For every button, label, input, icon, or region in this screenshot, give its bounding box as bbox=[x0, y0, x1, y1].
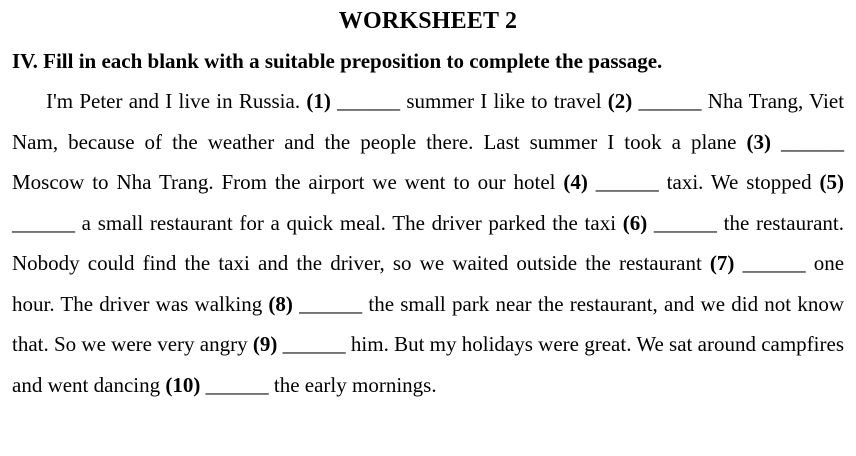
blank-number: (4) bbox=[563, 170, 588, 194]
blank-number: (8) bbox=[268, 291, 293, 316]
passage-segment: Moscow to Nha Trang. From the airport we went to our hotel bbox=[12, 170, 564, 194]
answer-blank[interactable]: ______ bbox=[742, 251, 806, 275]
answer-blank[interactable]: ______ bbox=[282, 332, 346, 356]
blank-number: (7) bbox=[709, 251, 735, 275]
passage-segment: the early mornings. bbox=[268, 372, 437, 397]
worksheet-title: WORKSHEET 2 bbox=[338, 8, 518, 34]
answer-blank[interactable]: ______ bbox=[12, 210, 75, 235]
passage-segment: the restaurant. Nobody could find the taxi and the driver, so we waited outside the restaurant bbox=[12, 210, 844, 275]
answer-blank[interactable]: ______ bbox=[337, 89, 401, 113]
passage-segment: him. But my holidays were great. We sat around campfires and went dancing bbox=[12, 332, 844, 397]
answer-blank[interactable]: ______ bbox=[595, 170, 659, 194]
blank-number: (3) bbox=[746, 129, 771, 154]
passage-segment: Nha Trang, Viet Nam, because of the weather and the people there. Last summer I took a plane bbox=[12, 89, 845, 154]
blank-number: (9) bbox=[252, 332, 278, 356]
blank-number: (6) bbox=[622, 210, 648, 235]
exercise-instruction: IV. Fill in each blank with a suitable preposition to complete the passage. bbox=[12, 49, 663, 73]
passage-text bbox=[12, 81, 844, 405]
answer-blank[interactable]: ______ bbox=[781, 129, 844, 154]
answer-blank[interactable]: ______ bbox=[638, 89, 702, 113]
blank-number: (10) bbox=[165, 372, 201, 397]
passage-segment: taxi. We stopped bbox=[658, 170, 820, 194]
answer-blank[interactable]: ______ bbox=[205, 372, 269, 397]
blank-number: (2) bbox=[607, 89, 633, 113]
passage-segment: I'm Peter and I live in Russia. bbox=[46, 89, 307, 113]
answer-blank[interactable]: ______ bbox=[299, 291, 363, 316]
answer-blank[interactable]: ______ bbox=[653, 210, 717, 235]
blank-number: (1) bbox=[306, 89, 331, 113]
passage-segment: summer I like to travel bbox=[400, 89, 608, 113]
passage-segment: a small restaurant for a quick meal. The driver parked the taxi bbox=[75, 210, 623, 235]
blank-number: (5) bbox=[819, 170, 844, 194]
passage-segment: the small park near the restaurant, and we did not know that. So we were very angry bbox=[12, 291, 845, 356]
passage-segment: one hour. The driver was walking bbox=[12, 251, 845, 316]
